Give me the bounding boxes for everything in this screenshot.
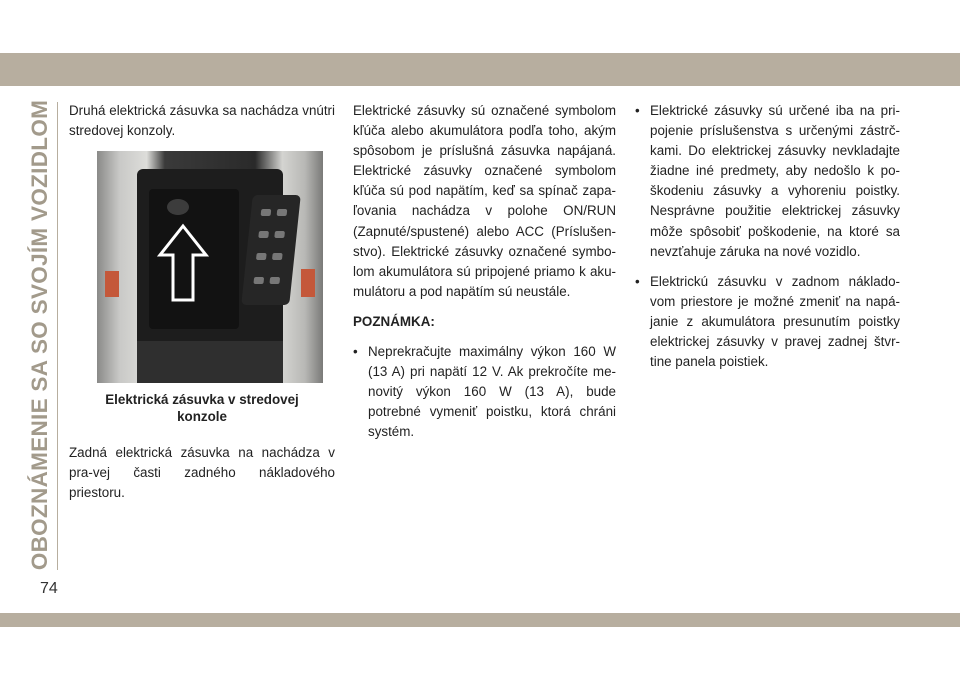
footer-band <box>0 613 960 627</box>
page-number: 74 <box>40 580 58 597</box>
outlet-symbols-paragraph: Elektrické zásuvky sú označené symbolom kľúča alebo akumulátora podľa toho, akým spôsobom je príslušná zásuvka napájaná. Elektrické zásuvky označené symbolom kľúča sú pod napätím, keď sa spínač zapa-ľovania nachádza v polohe ON/RUN (Zapnuté/spustené) alebo ACC (Príslušen-stvo). Elektrické zásuvky označené symbo-lom akumulátora sú pripojené priamo k aku-mulátoru a pod napätím sú neustále. <box>353 103 616 299</box>
column-2 <box>353 101 616 453</box>
header-band <box>0 53 960 86</box>
sidebar-title-text: OBOZNÁMENIE SA SO SVOJÍM VOZIDLOM <box>27 99 53 571</box>
note-heading: POZNÁMKA: <box>353 313 435 329</box>
rear-outlet-paragraph: Zadná elektrická zásuvka na nachádza v pra-vej časti zadného nákladového priestoru. <box>69 445 335 501</box>
sidebar-section-title <box>20 100 60 570</box>
list-item: • Neprekračujte maximálny výkon 160 W (13 A) pri napätí 12 V. Ak prekročíte me-novitý výkon 160 W (13 A), bude potrebné vymeniť poistku, ktorá chráni systém. <box>353 342 616 442</box>
warning-list <box>635 101 900 372</box>
console-photo <box>97 151 323 383</box>
column-1 <box>69 101 335 513</box>
up-arrow-icon <box>157 223 209 303</box>
list-item: • Elektrickú zásuvku v zadnom náklado-vom priestore je možné zmeniť na napá-janie z akumulátora presunutím poistky elektrickej zásuvky v pravej zadnej štvr-tine panela poistiek. <box>635 272 900 372</box>
note-list <box>353 342 616 442</box>
column-3 <box>635 101 900 382</box>
bottom-margin <box>0 627 960 678</box>
sidebar-divider <box>57 102 58 570</box>
photo-caption: Elektrická zásuvka v stredovej konzole <box>105 392 299 425</box>
console-switch-panel <box>241 195 301 305</box>
intro-paragraph: Druhá elektrická zásuvka sa nachádza vnútri stredovej konzoly. <box>69 103 335 139</box>
list-item: • Elektrické zásuvky sú určené iba na pri-pojenie príslušenstva s určenými zástrč-kami. Do elektrickej zásuvky nevkladajte žiadne iné predmety, aby nedošlo k po-škodeniu zásuvky a vyhoreniu poistky. Nesprávne použitie elektrickej zásuvky môže spôsobiť poškodenie, na ktoré sa nevzťahuje záruka na nové vozidlo. <box>635 101 900 262</box>
top-margin <box>0 0 960 53</box>
